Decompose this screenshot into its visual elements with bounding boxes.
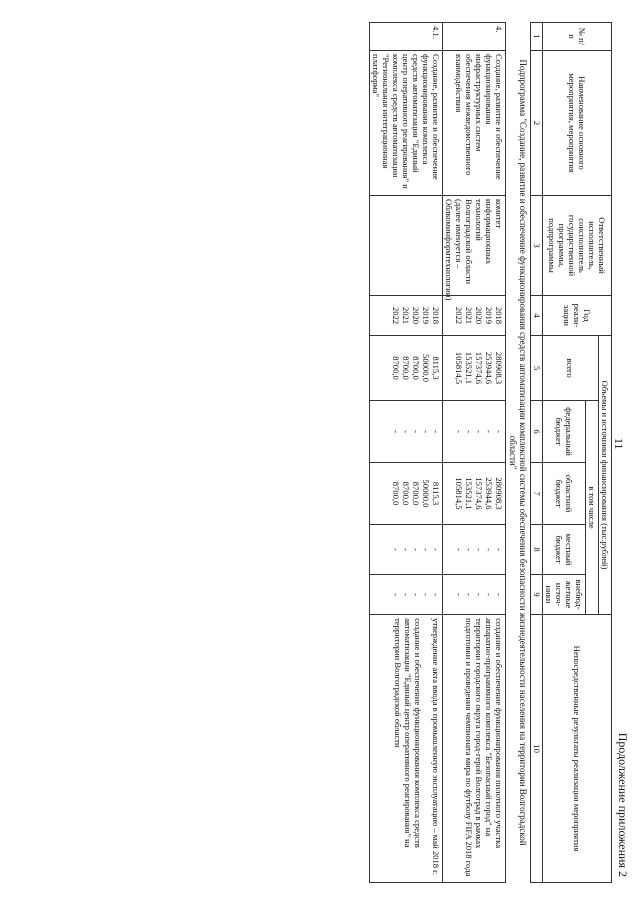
column-number: 4 [531,296,543,336]
column-number-row [531,23,543,883]
regional-value: 8700,0 [411,481,421,506]
federal-cell [370,401,443,463]
local-cell [370,525,443,575]
local-value: - [421,548,431,551]
results-cell [443,615,506,883]
regional-value: 157374,6 [474,477,484,510]
local-value: - [474,548,484,551]
header-col-local: местный бюджет [543,525,586,575]
year: 2021 [464,306,474,325]
year: 2022 [454,306,464,325]
extra-cell [370,575,443,615]
year: 2022 [391,306,401,325]
extra-value: - [474,593,484,596]
total-value: 157374,6 [474,351,484,385]
extra-cell [443,575,506,615]
year: 2018 [431,306,441,325]
total-value: 50000,0 [421,354,431,382]
subprogram-row [506,23,531,883]
column-number: 1 [531,23,543,51]
regional-cell [370,463,443,525]
total-value: 105814,5 [454,351,464,385]
regional-value: 8700,0 [401,481,411,506]
result-text: утверждение акта ввода в промышленную эксплуатацию – май 2018 г. [431,618,441,875]
executor [370,196,443,296]
header-financing-group: Объемы и источники финансирования (тыс.рублей) [599,336,612,615]
total-cell [443,336,506,401]
result-text: создание и обеспечение функционирования комплекса средств автоматизации "Единый центр оперативного реагирования" на территории Волгоградской области [393,618,423,848]
regional-value: 105814,5 [454,477,464,510]
header-in-that: в том числе [586,401,599,615]
regional-value: 253944,6 [484,477,494,510]
local-value: - [431,548,441,551]
header-col-extra: внебюд-жетные источ-ники [543,575,586,615]
header-col-executor: Ответственный исполнитель, соисполнитель государственной программы, подпрограммы [543,196,612,296]
extra-value: - [411,593,421,596]
column-number: 7 [531,463,543,525]
federal-value: - [494,430,504,433]
results-cell [370,615,443,883]
extra-value: - [464,593,474,596]
header-col-year: Год реали-зации [543,296,612,336]
total-value: 8700,0 [391,356,401,380]
regional-value: 8700,0 [391,481,401,506]
total-value: 8115,3 [431,356,441,380]
local-value: - [484,548,494,551]
table-row [443,23,506,883]
header-col-results: Непосредственные результаты реализации мероприятия [543,615,612,883]
financing-table [369,22,612,883]
local-value: - [464,548,474,551]
extra-value: - [454,593,464,596]
years-cell [370,296,443,336]
total-value: 8700,0 [401,356,411,380]
local-cell [443,525,506,575]
extra-value: - [421,593,431,596]
extra-value: - [484,593,494,596]
federal-value: - [474,430,484,433]
regional-value: 153521,1 [464,477,474,510]
subprogram-title: Подпрограмма "Создание, развитие и обеспечение функционирования средств автоматизации комплексной системы обеспечения безопасности жизнедеятельности населения на территории Волгоградской области" [506,23,531,883]
total-value: 8700,0 [411,356,421,380]
federal-value: - [401,430,411,433]
total-value: 280908,3 [494,351,504,385]
regional-value: 280908,3 [494,477,504,510]
row-number: 4. [443,23,506,51]
column-number: 9 [531,575,543,615]
executor: комитет информационных технологий Волгоградской области (далее именуется – Облкоминформтехнологии) [443,196,506,296]
total-value: 153521,1 [464,351,474,385]
measure-name: Создание, развитие и обеспечение функционирования инфраструктурных систем обеспечения межведомственного взаимодействия [443,51,506,196]
regional-cell [443,463,506,525]
extra-value: - [494,593,504,596]
year: 2019 [484,306,494,325]
extra-value: - [391,593,401,596]
column-number: 2 [531,51,543,196]
total-cell [370,336,443,401]
continuation-label: Продолжение приложения 2 [616,732,630,877]
header-col-name: Наименование основного мероприятия, мероприятия [543,51,612,196]
federal-value: - [454,430,464,433]
local-value: - [454,548,464,551]
table-row [370,23,443,883]
years-cell [443,296,506,336]
federal-value: - [431,430,441,433]
header-col-federal: федеральный бюджет [543,401,586,463]
federal-value: - [391,430,401,433]
local-value: - [391,548,401,551]
federal-value: - [411,430,421,433]
federal-value: - [421,430,431,433]
result-text: создание и обеспечение функционирования пилотного участка аппаратно-программного комплекса "Безопасный город" на территории городского округа город-герой Волгоград в рамках подготовки и проведения чемпионата мира по футболу FIFA 2018 года [464,618,504,877]
table-header [531,23,612,883]
year: 2019 [421,306,431,325]
year: 2020 [474,306,484,325]
local-value: - [411,548,421,551]
column-number: 5 [531,336,543,401]
measure-name: Создание, развитие и обеспечение функционирования комплекса средств автоматизации "Единый центр оперативного реагирования" и комплекса средств автоматизации "Региональная интеграционная платформа" [370,51,443,196]
year: 2018 [494,306,504,325]
regional-value: 50000,0 [421,479,431,508]
header-col-total: всего [543,336,599,401]
row-number: 4.1. [370,23,443,51]
extra-value: - [401,593,411,596]
local-value: - [401,548,411,551]
federal-cell [443,401,506,463]
extra-value: - [431,593,441,596]
local-value: - [494,548,504,551]
federal-value: - [464,430,474,433]
federal-value: - [484,430,494,433]
total-value: 253944,6 [484,351,494,385]
header-col-regional: областной бюджет [543,463,586,525]
year: 2021 [401,306,411,325]
column-number: 6 [531,401,543,463]
year: 2020 [411,306,421,325]
column-number: 3 [531,196,543,296]
page-number: 11 [612,438,626,450]
header-col-num: № п/п [543,23,612,51]
column-number: 8 [531,525,543,575]
regional-value: 8115,3 [431,481,441,506]
column-number: 10 [531,615,543,883]
